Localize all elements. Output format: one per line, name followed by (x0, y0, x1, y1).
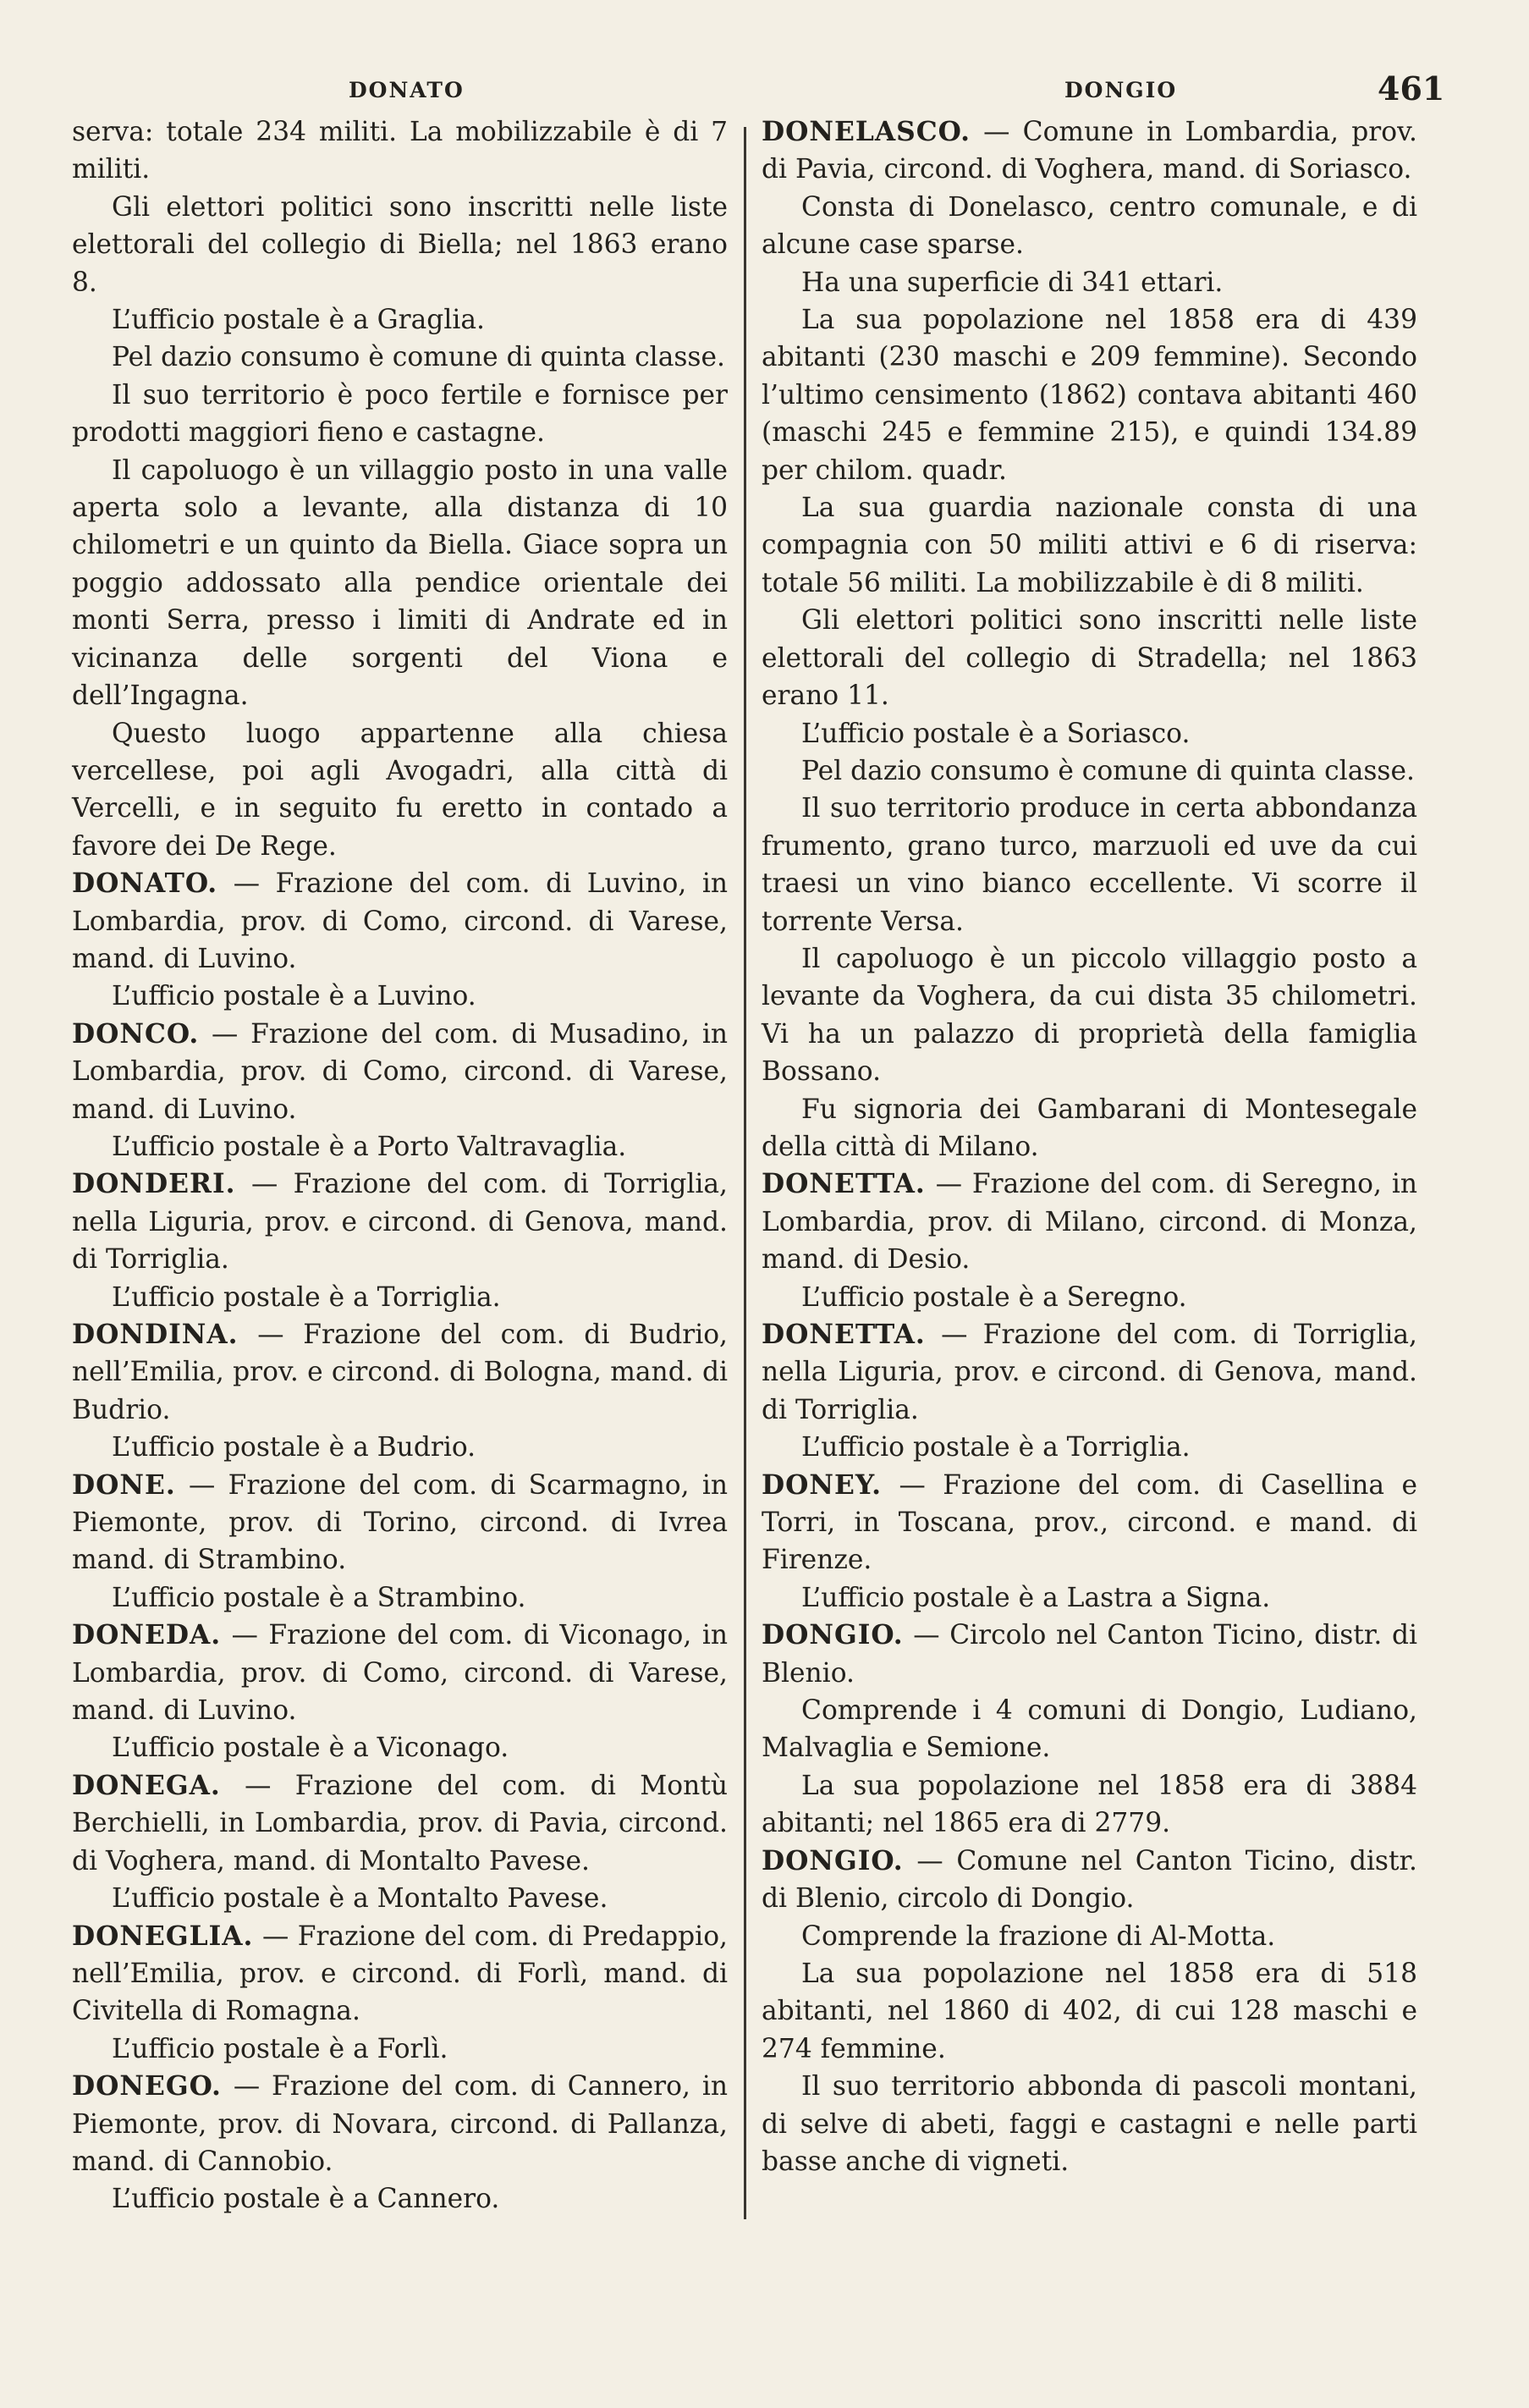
entry-description: — Frazione del com. di Luvino, in Lombardia, prov. di Como, circond. di Varese, mand. di Luvino. (72, 868, 728, 974)
body-paragraph: L’ufficio postale è a Strambino. (112, 1582, 526, 1613)
entry-description: — Frazione del com. di Cannero, in Piemonte, prov. di Novara, circond. di Pallanza, mand. di Cannobio. (72, 2071, 728, 2177)
body-paragraph: Consta di Donelasco, centro comunale, e di alcune case sparse. (762, 191, 1417, 261)
body-paragraph: Questo luogo appartenne alla chiesa vercellese, poi agli Avogadri, alla città di Vercelli, e in seguito fu eretto in contado a favore dei De Rege. (72, 718, 728, 862)
body-paragraph: Comprende la frazione di Al-Motta. (801, 1920, 1276, 1952)
entry-headword: DONETTA. (762, 1169, 926, 1200)
body-paragraph: Comprende i 4 comuni di Dongio, Ludiano, Malvaglia e Semione. (762, 1695, 1417, 1764)
running-header-right: DONGIO (1064, 78, 1178, 102)
entry-headword: DONETTA. (762, 1320, 926, 1350)
column-divider (744, 127, 746, 2219)
body-paragraph: L’ufficio postale è a Porto Valtravaglia. (112, 1131, 627, 1162)
entry-description: — Frazione del com. di Casellina e Torri, in Toscana, prov., circond. e mand. di Firenze. (762, 1469, 1417, 1576)
entry-description: — Circolo nel Canton Ticino, distr. di Blenio. (762, 1620, 1417, 1689)
gazetteer-entry (762, 1617, 1417, 1692)
entry-headword: DONEGO. (72, 2071, 222, 2102)
entry-description: — Frazione del com. di Montù Berchielli, in Lombardia, prov. di Pavia, circond. di Voghera, mand. di Montalto Pavese. (72, 1770, 728, 1876)
entry-headword: DONE. (72, 1469, 176, 1501)
gazetteer-entry (762, 1316, 1417, 1429)
entry-headword: DONGIO. (762, 1620, 904, 1651)
body-paragraph: La sua popolazione nel 1858 era di 3884 abitanti; nel 1865 era di 2779. (762, 1770, 1417, 1839)
gazetteer-entry (762, 1165, 1417, 1278)
entry-headword: DONDERI. (72, 1169, 236, 1200)
gazetteer-entry (72, 1467, 728, 1579)
entry-description: — Frazione del com. di Seregno, in Lombardia, prov. di Milano, circond. di Monza, mand. di Desio. (762, 1169, 1417, 1276)
entry-description: — Comune in Lombardia, prov. di Pavia, circond. di Voghera, mand. di Soriasco. (762, 117, 1417, 185)
page-number: 461 (1378, 69, 1445, 107)
gazetteer-entry (72, 865, 728, 978)
body-paragraph: Il suo territorio è poco fertile e fornisce per prodotti maggiori fieno e castagne. (72, 379, 728, 449)
body-paragraph: serva: totale 234 militi. La mobilizzabile è di 7 militi. (72, 117, 728, 185)
gazetteer-entry (72, 1316, 728, 1429)
body-paragraph: Pel dazio consumo è comune di quinta classe. (801, 755, 1415, 786)
entry-description: — Frazione del com. di Torriglia, nella Liguria, prov. e circond. di Genova, mand. di Torriglia. (72, 1169, 728, 1276)
body-paragraph: La sua popolazione nel 1858 era di 518 abitanti, nel 1860 di 402, di cui 128 maschi e 274 femmine. (762, 1958, 1417, 2064)
entry-headword: DONELASCO. (762, 117, 971, 147)
right-column (762, 113, 1417, 2180)
left-column (72, 113, 728, 2218)
body-paragraph: Pel dazio consumo è comune di quinta classe. (112, 342, 725, 373)
gazetteer-entry (72, 2068, 728, 2180)
body-paragraph: Gli elettori politici sono inscritti nelle liste elettorali del collegio di Stradella; nel 1863 erano 11. (762, 605, 1417, 712)
entry-headword: DONEDA. (72, 1620, 222, 1651)
body-paragraph: L’ufficio postale è a Luvino. (112, 981, 476, 1012)
body-paragraph: L’ufficio postale è a Seregno. (801, 1281, 1187, 1313)
entry-description: — Frazione del com. di Predappio, nell’Emilia, prov. e circond. di Forlì, mand. di Civitella di Romagna. (72, 1920, 728, 2027)
body-paragraph: Il capoluogo è un piccolo villaggio posto a levante da Voghera, da cui dista 35 chilometri. Vi ha un palazzo di proprietà della famiglia Bossano. (762, 943, 1417, 1088)
entry-description: — Frazione del com. di Scarmagno, in Piemonte, prov. di Torino, circond. di Ivrea mand. di Strambino. (72, 1469, 728, 1576)
body-paragraph: Il suo territorio produce in certa abbondanza frumento, grano turco, marzuoli ed uve da cui traesi un vino bianco eccellente. Vi scorre il torrente Versa. (762, 793, 1417, 937)
gazetteer-entry (72, 1016, 728, 1128)
body-paragraph: L’ufficio postale è a Montalto Pavese. (112, 1883, 608, 1915)
running-header-left: DONATO (349, 78, 465, 102)
gazetteer-entry (72, 1918, 728, 2031)
gazetteer-entry (72, 1617, 728, 1729)
body-paragraph: L’ufficio postale è a Graglia. (112, 305, 485, 336)
entry-description: — Frazione del com. di Viconago, in Lombardia, prov. di Como, circond. di Varese, mand. di Luvino. (72, 1620, 728, 1727)
body-paragraph: Il capoluogo è un villaggio posto in una valle aperta solo a levante, alla distanza di 10 chilometri e un quinto da Biella. Giace sopra un poggio addossato alla pendice orientale dei monti Serra, presso i limiti di Andrate ed in vicinanza delle sorgenti del Viona e dell’Ingagna. (72, 455, 728, 712)
entry-headword: DONEGLIA. (72, 1920, 254, 1952)
body-paragraph: L’ufficio postale è a Budrio. (112, 1432, 476, 1463)
body-paragraph: L’ufficio postale è a Torriglia. (112, 1281, 501, 1313)
body-paragraph: Ha una superficie di 341 ettari. (801, 267, 1224, 298)
entry-headword: DONDINA. (72, 1320, 239, 1350)
body-paragraph: La sua guardia nazionale consta di una compagnia con 50 militi attivi e 6 di riserva: totale 56 militi. La mobilizzabile è di 8 militi. (762, 493, 1417, 598)
entry-headword: DONATO. (72, 868, 218, 900)
entry-description: — Frazione del com. di Budrio, nell’Emilia, prov. e circond. di Bologna, mand. di Budrio. (72, 1320, 728, 1425)
body-paragraph: La sua popolazione nel 1858 era di 439 abitanti (230 maschi e 209 femmine). Secondo l’ultimo censimento (1862) contava abitanti 460 (maschi 245 e femmine 215), e quindi 134.89 per chilom. quadr. (762, 305, 1417, 486)
entry-headword: DONGIO. (762, 1845, 904, 1876)
body-paragraph: L’ufficio postale è a Soriasco. (801, 718, 1191, 749)
body-paragraph: L’ufficio postale è a Cannero. (112, 2184, 500, 2215)
body-paragraph: Gli elettori politici sono inscritti nelle liste elettorali del collegio di Biella; nel 1863 erano 8. (72, 191, 728, 298)
body-paragraph: Fu signoria dei Gambarani di Montesegale della città di Milano. (762, 1094, 1417, 1162)
body-paragraph: L’ufficio postale è a Viconago. (112, 1733, 509, 1764)
entry-headword: DONEY. (762, 1469, 883, 1501)
body-paragraph: L’ufficio postale è a Lastra a Signa. (801, 1582, 1271, 1613)
gazetteer-entry (72, 1165, 728, 1278)
entry-description: — Frazione del com. di Torriglia, nella Liguria, prov. e circond. di Genova, mand. di Torriglia. (762, 1320, 1417, 1425)
body-paragraph: L’ufficio postale è a Forlì. (112, 2033, 448, 2064)
body-paragraph: Il suo territorio abbonda di pascoli montani, di selve di abeti, faggi e castagni e nelle parti basse anche di vigneti. (762, 2071, 1417, 2177)
gazetteer-entry (72, 1767, 728, 1880)
gazetteer-entry (762, 113, 1417, 189)
gazetteer-entry (762, 1843, 1417, 1918)
body-paragraph: L’ufficio postale è a Torriglia. (801, 1432, 1191, 1463)
entry-description: — Frazione del com. di Musadino, in Lombardia, prov. di Como, circond. di Varese, mand. di Luvino. (72, 1018, 728, 1125)
entry-description: — Comune nel Canton Ticino, distr. di Blenio, circolo di Dongio. (762, 1845, 1417, 1915)
entry-headword: DONCO. (72, 1018, 200, 1050)
gazetteer-entry (762, 1467, 1417, 1579)
entry-headword: DONEGA. (72, 1770, 221, 1801)
